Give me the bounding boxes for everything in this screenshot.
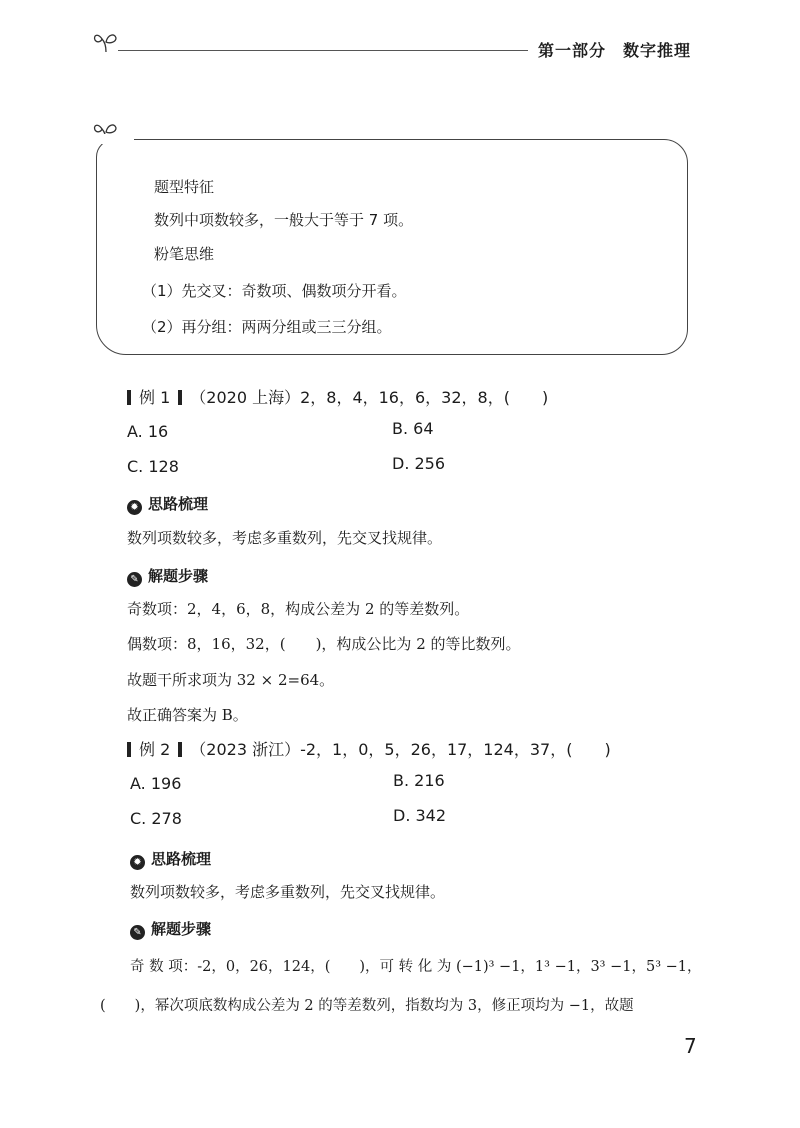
example2-analysis-heading xyxy=(130,848,211,870)
example1-option-d: D. 256 xyxy=(392,454,446,473)
example2-option-d: D. 342 xyxy=(393,806,447,825)
analysis-heading-text: 思路梳理 xyxy=(148,495,209,513)
example1-step-3: 故题干所求项为 32 × 2=64。 xyxy=(127,671,335,689)
page-number: 7 xyxy=(684,1034,697,1058)
thinking-point-2: （2）再分组：两两分组或三三分组。 xyxy=(142,318,392,336)
example1-step-2: 偶数项：8，16，32，( )，构成公比为 2 的等比数列。 xyxy=(127,635,521,653)
thinking-point-1: （1）先交叉：奇数项、偶数项分开看。 xyxy=(142,282,407,300)
example1-analysis-heading xyxy=(127,493,208,515)
example1-analysis-text: 数列项数较多，考虑多重数列，先交叉找规律。 xyxy=(127,529,443,547)
example2-option-b: B. 216 xyxy=(393,771,445,790)
pen-icon: ✎ xyxy=(127,572,142,587)
example2-option-c: C. 278 xyxy=(130,809,182,828)
label-bar xyxy=(127,390,131,405)
example2-analysis-text: 数列项数较多，考虑多重数列，先交叉找规律。 xyxy=(130,883,446,901)
example1-label: 例 1 xyxy=(139,388,171,407)
example2-solution-heading xyxy=(130,918,211,940)
example2-question-line xyxy=(127,737,611,760)
example1-option-b: B. 64 xyxy=(392,419,434,438)
example1-question-line xyxy=(127,385,548,408)
label-bar xyxy=(178,390,182,405)
example1-step-1: 奇数项：2，4，6，8，构成公差为 2 的等差数列。 xyxy=(127,600,470,618)
header-rule xyxy=(118,50,528,51)
bulb-icon: ✹ xyxy=(127,500,142,515)
bulb-icon: ✹ xyxy=(130,855,145,870)
pen-icon: ✎ xyxy=(130,925,145,940)
example1-option-a: A. 16 xyxy=(127,422,169,441)
section-title: 第一部分 数字推理 xyxy=(538,41,692,60)
example1-solution-heading xyxy=(127,565,208,587)
example1-step-4: 故正确答案为 B。 xyxy=(127,706,248,724)
box-gap xyxy=(94,134,134,144)
example2-step-1: 奇 数 项：-2，0，26，124，( )，可 转 化 为 (−1)³ −1，1³ −1，3³ −1，5³ −1， xyxy=(130,959,702,975)
feature-description: 数列中项数较多，一般大于等于 7 项。 xyxy=(154,211,414,229)
thinking-heading: 粉笔思维 xyxy=(154,245,215,263)
example2-step-2: ( )，幂次项底数构成公差为 2 的等差数列，指数均为 3，修正项均为 −1，故题 xyxy=(100,998,634,1014)
example1-option-c: C. 128 xyxy=(127,457,179,476)
analysis-heading-text: 思路梳理 xyxy=(151,850,212,868)
sprout-icon xyxy=(92,30,120,54)
example1-question: （2020 上海）2，8，4，16，6，32，8，( ) xyxy=(190,388,549,407)
feature-heading: 题型特征 xyxy=(154,178,215,196)
label-bar xyxy=(127,742,131,757)
solution-heading-text: 解题步骤 xyxy=(151,920,212,938)
label-bar xyxy=(178,742,182,757)
example2-option-a: A. 196 xyxy=(130,774,182,793)
solution-heading-text: 解题步骤 xyxy=(148,567,209,585)
example2-question: （2023 浙江）-2，1，0，5，26，17，124，37，( ) xyxy=(190,740,611,759)
example2-label: 例 2 xyxy=(139,740,171,759)
